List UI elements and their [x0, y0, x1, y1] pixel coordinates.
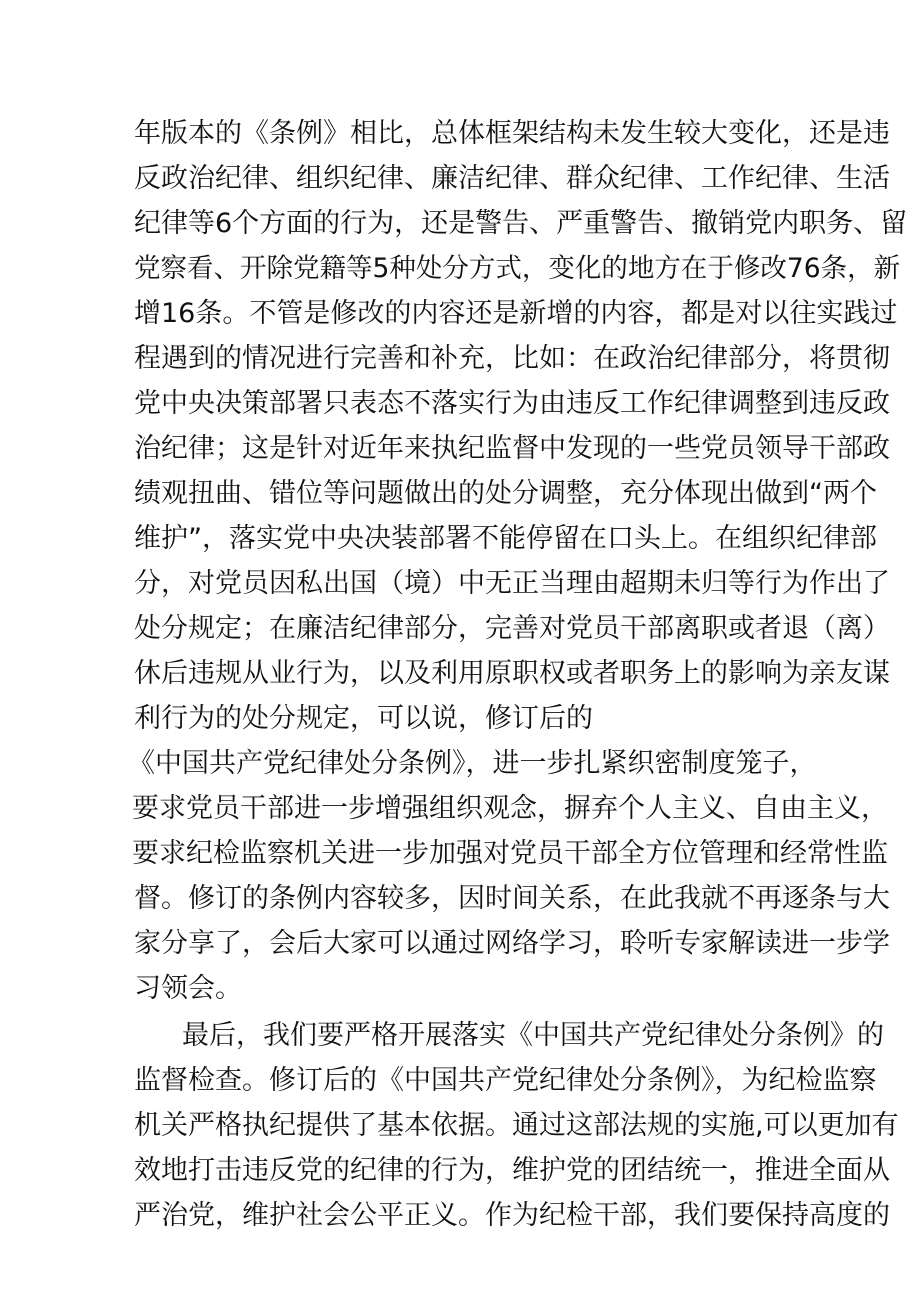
- text-line: 反政治纪律、组织纪律、廉洁纪律、群众纪律、工作纪律、生活: [134, 163, 890, 194]
- text-line: 机关严格执纪提供了基本依据。通过这部法规的实施,可以更加有: [134, 1110, 899, 1141]
- text-line: 年版本的《条例》相比，总体框架结构未发生较大变化，还是违: [134, 118, 890, 149]
- text-line: 分，对党员因私出国（境）中无正当理由超期未归等行为作出了: [134, 568, 890, 599]
- text-line: 治纪律；这是针对近年来执纪监督中发现的一些党员领导干部政: [134, 433, 890, 464]
- text-line: 习领会。: [134, 973, 242, 1004]
- text-line: 程遇到的情况进行完善和补充，比如：在政治纪律部分，将贯彻: [134, 343, 890, 374]
- text-line: 家分享了，会后大家可以通过网络学习，聆听专家解读进一步学: [134, 928, 890, 959]
- text-line: 利行为的处分规定，可以说，修订后的: [134, 703, 593, 734]
- text-line: 《中国共产党纪律处分条例》，进一步扎紧织密制度笼子，: [128, 748, 817, 779]
- text-line: 督。修订的条例内容较多，因时间关系，在此我就不再逐条与大: [134, 883, 890, 914]
- text-line: 处分规定；在廉洁纪律部分，完善对党员干部离职或者退（离）: [134, 613, 890, 644]
- text-line: 要求纪检监察机关进一步加强对党员干部全方位管理和经常性监: [132, 838, 888, 869]
- paragraph-first-line: 最后，我们要严格开展落实《中国共产党纪律处分条例》的: [182, 1020, 884, 1051]
- text-line: 监督检查。修订后的《中国共产党纪律处分条例》，为纪检监察: [134, 1065, 877, 1096]
- text-line: 纪律等6个方面的行为，还是警告、严重警告、撤销党内职务、留: [134, 208, 908, 239]
- text-line: 要求党员干部进一步增强组织观念，摒弃个人主义、自由主义，: [132, 793, 888, 824]
- text-line: 维护”，落实党中央决装部署不能停留在口头上。在组织纪律部: [134, 523, 877, 554]
- text-line: 党中央决策部署只表态不落实行为由违反工作纪律调整到违反政: [134, 388, 890, 419]
- text-line: 党察看、开除党籍等5种处分方式，变化的地方在于修改76条，新: [134, 253, 901, 284]
- text-line: 休后违规从业行为，以及利用原职权或者职务上的影响为亲友谋: [134, 658, 890, 689]
- text-line: 严治党，维护社会公平正义。作为纪检干部，我们要保持高度的: [134, 1200, 890, 1231]
- text-line: 增16条。不管是修改的内容还是新增的内容，都是对以往实践过: [134, 298, 898, 329]
- text-line: 绩观扭曲、错位等问题做出的处分调整，充分体现出做到“两个: [134, 478, 877, 509]
- text-line: 效地打击违反党的纪律的行为，维护党的团结统一，推进全面从: [134, 1155, 890, 1186]
